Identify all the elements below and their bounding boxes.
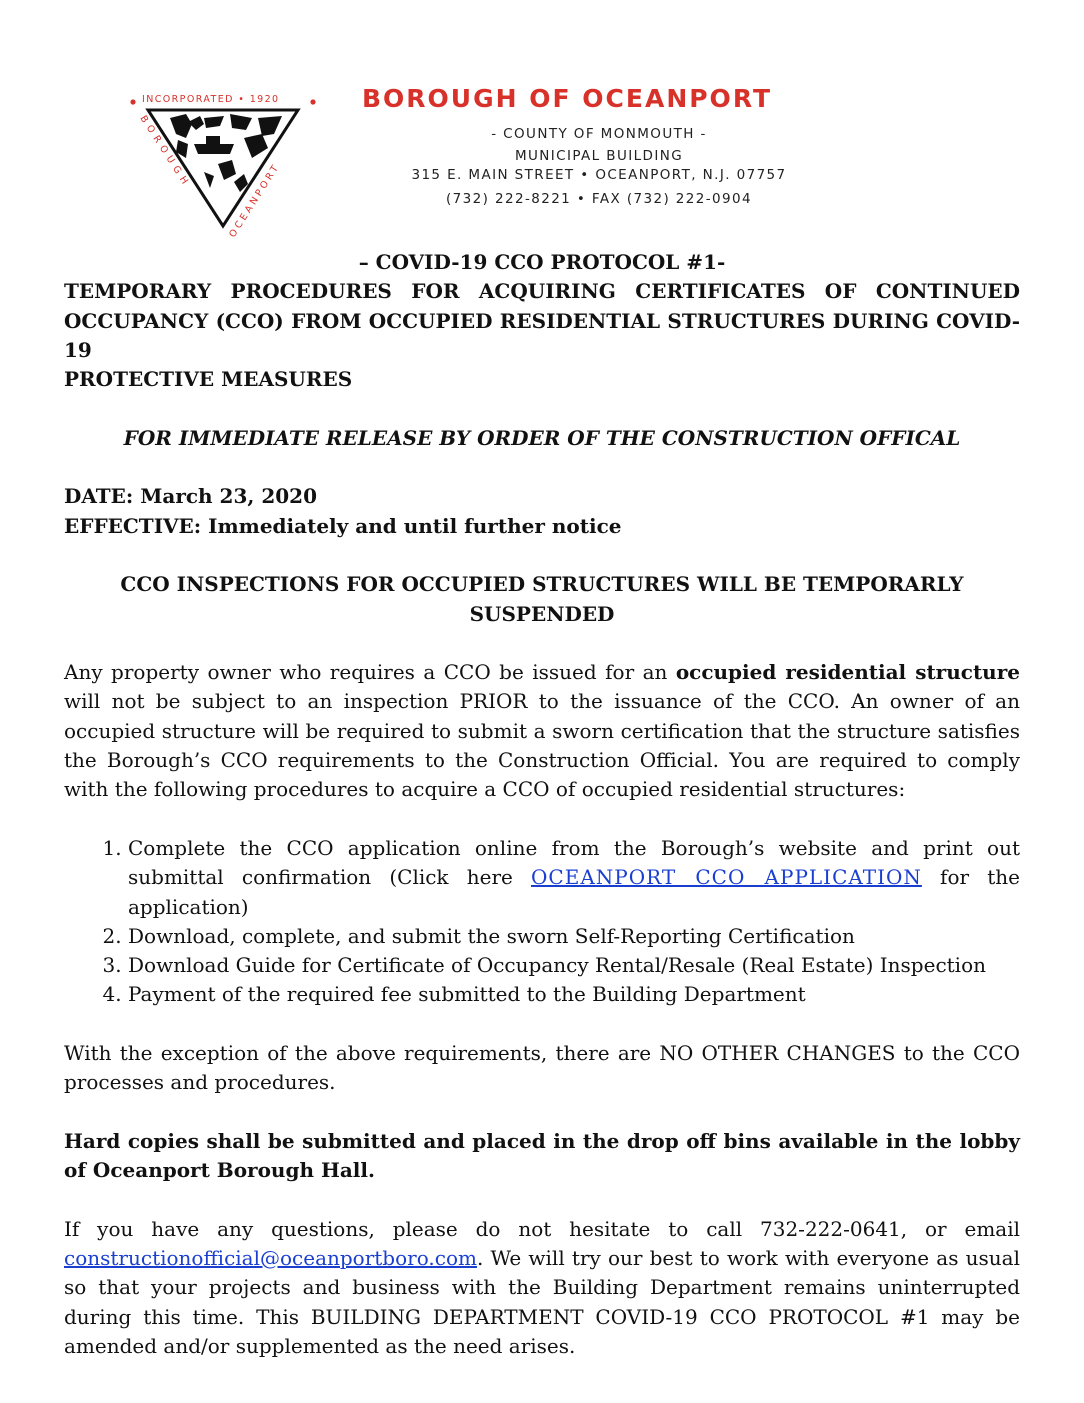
subject-line-3: PROTECTIVE MEASURES	[64, 367, 353, 392]
hard-copies-paragraph: Hard copies shall be submitted and placed in the drop off bins available in the lobby of Oceanport Borough Hall.	[64, 1128, 1020, 1183]
contact-text-2: . We will try our best to work with everyone as usual so that your projects and business with the Building Department remains uninterrupted during this time. This BUILDING DEPARTMENT COVID-19 CCO PROTOCOL #1 may be amended and/or supplemented as the need arises.	[64, 1246, 1020, 1358]
intro-bold-text: occupied residential structure	[675, 660, 1020, 685]
procedure-step-2: 2. Download, complete, and submit the sworn Self-Reporting Certification	[128, 922, 1020, 951]
procedure-step-4: 4. Payment of the required fee submitted to the Building Department	[128, 980, 1020, 1009]
seal-top-text: INCORPORATED • 1920	[142, 94, 280, 105]
step1-text: Complete the CCO application online from the Borough’s website and print out submittal confirmation (Click here	[128, 835, 1020, 890]
notice-heading: CCO INSPECTIONS FOR OCCUPIED STRUCTURES WILL BE TEMPORARLY SUSPENDED	[120, 572, 964, 626]
date-line: DATE: March 23, 2020	[64, 484, 317, 509]
building-line: MUNICIPAL BUILDING	[514, 148, 684, 164]
intro-paragraph	[64, 658, 1020, 804]
phone-fax-line: (732) 222-8221 • FAX (732) 222-0904	[445, 191, 753, 207]
borough-seal-logo	[118, 78, 328, 248]
effective-line: EFFECTIVE: Immediately and until further notice	[64, 513, 622, 538]
intro-text-1: Any property owner who requires a CCO be issued for an	[64, 660, 676, 685]
county-line: - COUNTY OF MONMOUTH -	[491, 126, 707, 142]
document-body	[64, 248, 1020, 1361]
step1-text-end: for the application)	[128, 865, 1020, 919]
protocol-title: – COVID-19 CCO PROTOCOL #1-	[358, 250, 726, 274]
subject-line-1: TEMPORARY PROCEDURES FOR ACQUIRING CERTIFICATES OF CONTINUED	[64, 279, 1020, 304]
release-line: FOR IMMEDIATE RELEASE BY ORDER OF THE CONSTRUCTION OFFICAL	[123, 425, 961, 450]
contact-paragraph	[64, 1215, 1020, 1361]
seal-right-text: OCEANPORT	[227, 161, 283, 240]
org-name: BOROUGH OF OCEANPORT	[362, 84, 772, 113]
procedure-list	[64, 834, 1020, 1010]
procedure-step-3: 3. Download Guide for Certificate of Occupancy Rental/Resale (Real Estate) Inspection	[128, 951, 1020, 980]
letterhead	[0, 0, 1084, 250]
cco-application-link[interactable]: OCEANPORT CCO APPLICATION	[531, 865, 922, 890]
seal-left-text: BOROUGH	[137, 113, 193, 191]
contact-text-1: If you have any questions, please do not hesitate to call 732-222-0641, or email	[64, 1216, 1020, 1241]
subject-line-2: OCCUPANCY (CCO) FROM OCCUPIED RESIDENTIAL STRUCTURES DURING COVID-19	[64, 308, 1020, 362]
email-link[interactable]: constructionofficial@oceanportboro.com	[64, 1246, 477, 1271]
exception-paragraph: With the exception of the above requirements, there are NO OTHER CHANGES to the CCO processes and procedures.	[64, 1041, 1020, 1095]
procedure-step-1	[128, 834, 1020, 922]
svg-text:INCORPORATED • 1920	[142, 94, 280, 105]
intro-text-2: will not be subject to an inspection PRIOR to the issuance of the CCO. An owner of an occupied structure will be required to submit a sworn certification that the structure satisfies the Borough’s CCO requirements to the Construction Official. You are required to comply with the following procedures to acquire a CCO of occupied residential structures:	[64, 689, 1020, 802]
address-line: 315 E. MAIN STREET • OCEANPORT, N.J. 07757	[411, 167, 787, 183]
